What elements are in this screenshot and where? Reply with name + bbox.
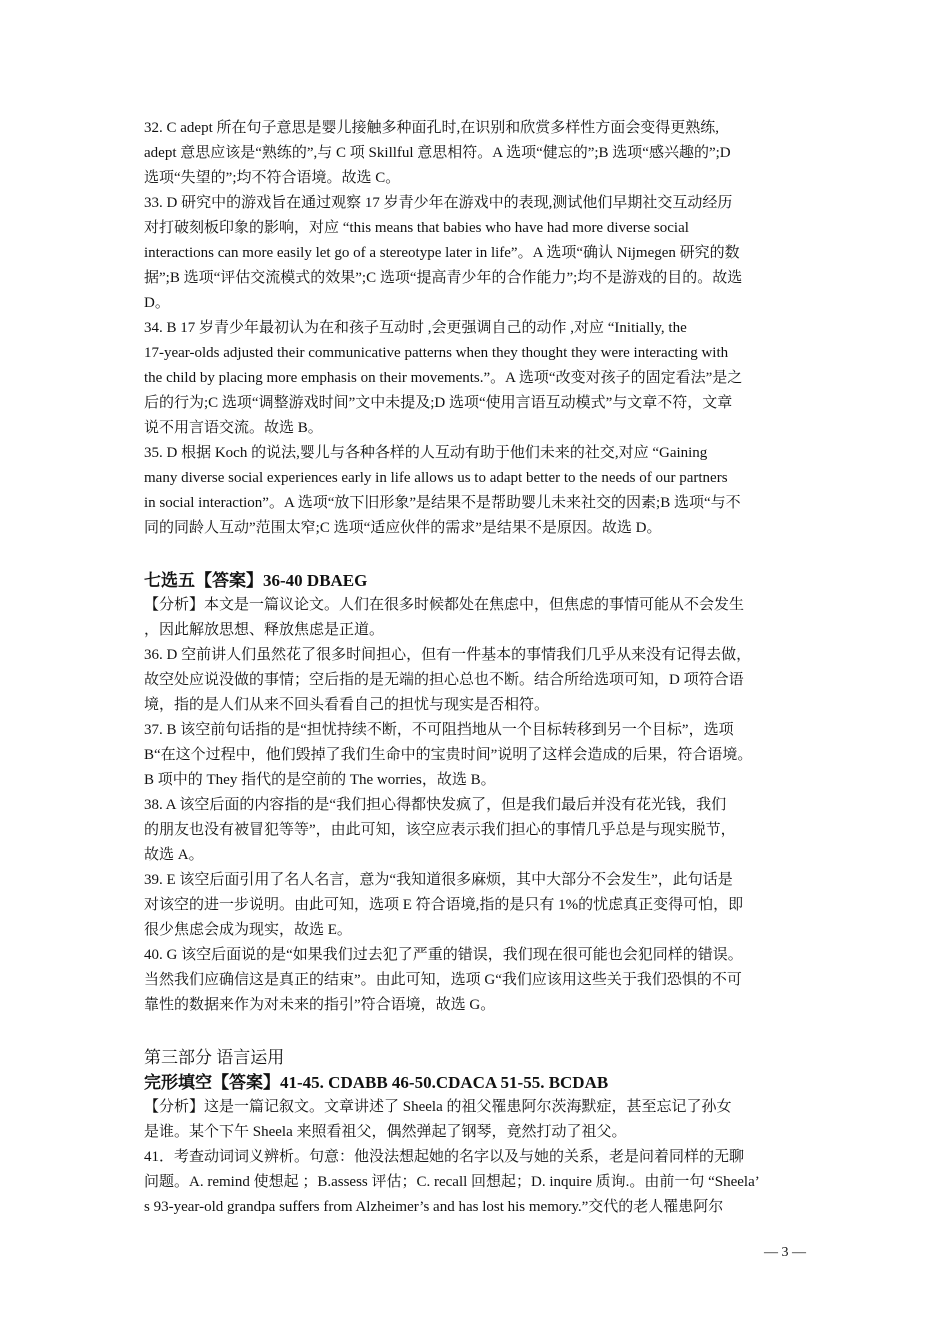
text-line: 故空处应说没做的事情；空后指的是无端的担心总也不断。结合所给选项可知，D 项符合语 [144, 672, 744, 688]
text-line: 据”;B 选项“评估交流模式的效果”;C 选项“提高青少年的合作能力”;均不是游戏的目的。故选 [144, 270, 743, 286]
section-heading: 七选五【答案】36-40 DBAEG [144, 571, 368, 590]
text-line: 对该空的进一步说明。由此可知，选项 E 符合语境,指的是只有 1%的忧虑真正变得可怕，即 [144, 897, 744, 913]
text-line: 38. A 该空后面的内容指的是“我们担心得都快发疯了，但是我们最后并没有花光钱，我们 [144, 797, 727, 813]
text-line: interactions can more easily let go of a stereotype later in life”。A 选项“确认 Nijmegen 研究的数 [144, 245, 740, 261]
text-line: 境，指的是人们从来不回头看看自己的担忧与现实是否相符。 [144, 697, 550, 713]
page-number: — 3 — [764, 1245, 806, 1260]
text-line: B 项中的 They 指代的是空前的 The worries，故选 B。 [144, 772, 496, 788]
text-line: 39. E 该空后面引用了名人名言，意为“我知道很多麻烦，其中大部分不会发生”，此句话是 [144, 872, 733, 888]
text-line: 的朋友也没有被冒犯等等”，由此可知，该空应表示我们担心的事情几乎总是与现实脱节， [144, 822, 736, 838]
text-line: 【分析】本文是一篇议论文。人们在很多时候都处在焦虑中，但焦虑的事情可能从不会发生 [144, 597, 745, 613]
text-line: 32. C adept 所在句子意思是婴儿接触多种面孔时,在识别和欣赏多样性方面会变得更熟练, [144, 120, 719, 136]
text-line: the child by placing more emphasis on their movements.”。A 选项“改变对孩子的固定看法”是之 [144, 370, 743, 386]
text-line: 问题。A. remind 使想起 ；B.assess 评估；C. recall 回想起；D. inquire 质询.。由前一句 “Sheela’ [144, 1174, 760, 1190]
text-line: 35. D 根据 Koch 的说法,婴儿与各种各样的人互动有助于他们未来的社交,对应 “Gaining [144, 445, 708, 461]
text-line: 说不用言语交流。故选 B。 [144, 420, 323, 436]
text-line: 40. G 该空后面说的是“如果我们过去犯了严重的错误，我们现在很可能也会犯同样的错误。 [144, 947, 743, 963]
text-line: 是谁。某个下午 Sheela 来照看祖父，偶然弹起了钢琴，竟然打动了祖父。 [144, 1124, 627, 1140]
text-line: 【分析】这是一篇记叙文。文章讲述了 Sheela 的祖父罹患阿尔茨海默症，甚至忘记了孙女 [144, 1099, 732, 1115]
text-line: 17-year-olds adjusted their communicative patterns when they thought they were interacting with [144, 345, 729, 361]
seven-choose-five-section [144, 568, 866, 1018]
text-line: 对打破刻板印象的影响，对应 “this means that babies who have had more diverse social [144, 220, 689, 236]
text-line: 当然我们应确信这是真正的结束”。由此可知，选项 G“我们应该用这些关于我们恐惧的不可 [144, 972, 742, 988]
text-line: B“在这个过程中，他们毁掉了我们生命中的宝贵时间”说明了这样会造成的后果，符合语境。 [144, 747, 753, 763]
text-line: many diverse social experiences early in life allows us to adapt better to the needs of our partners [144, 470, 728, 486]
text-line: s 93-year-old grandpa suffers from Alzheimer’s and has lost his memory.”交代的老人罹患阿尔 [144, 1199, 724, 1215]
text-line: 33. D 研究中的游戏旨在通过观察 17 岁青少年在游戏中的表现,测试他们早期社交互动经历 [144, 195, 733, 211]
text-line: 故选 A。 [144, 847, 204, 863]
text-line: ，因此解放思想、释放焦虑是正道。 [144, 622, 385, 638]
cloze-answer-heading: 完形填空【答案】41-45. CDABB 46-50.CDACA 51-55. BCDAB [144, 1073, 609, 1092]
text-line: D。 [144, 295, 170, 311]
text-line: 很少焦虑会成为现实，故选 E。 [144, 922, 352, 938]
reading-answers-section [144, 116, 866, 541]
text-line: 靠性的数据来作为对未来的指引”符合语境，故选 G。 [144, 997, 496, 1013]
text-line: adept 意思应该是“熟练的”,与 C 项 Skillful 意思相符。A 选项“健忘的”;B 选项“感兴趣的”;D [144, 145, 731, 161]
text-line: 34. B 17 岁青少年最初认为在和孩子互动时 ,会更强调自己的动作 ,对应 “Initially, the [144, 320, 687, 336]
text-line: 41．考查动词词义辨析。句意：他没法想起她的名字以及与她的关系，老是问着同样的无聊 [144, 1149, 745, 1165]
text-line: 后的行为;C 选项“调整游戏时间”文中未提及;D 选项“使用言语互动模式”与文章不符，文章 [144, 395, 733, 411]
text-line: 36. D 空前讲人们虽然花了很多时间担心，但有一件基本的事情我们几乎从来没有记得去做， [144, 647, 752, 663]
part-heading: 第三部分 语言运用 [144, 1048, 285, 1067]
text-line: 选项“失望的”;均不符合语境。故选 C。 [144, 170, 401, 186]
text-line: 同的同龄人互动”范围太窄;C 选项“适应伙伴的需求”是结果不是原因。故选 D。 [144, 520, 662, 536]
text-line: 37. B 该空前句话指的是“担忧持续不断，不可阻挡地从一个目标转移到另一个目标”，选项 [144, 722, 734, 738]
language-use-section [144, 1045, 866, 1220]
text-line: in social interaction”。A 选项“放下旧形象”是结果不是帮助婴儿未来社交的因素;B 选项“与不 [144, 495, 741, 511]
